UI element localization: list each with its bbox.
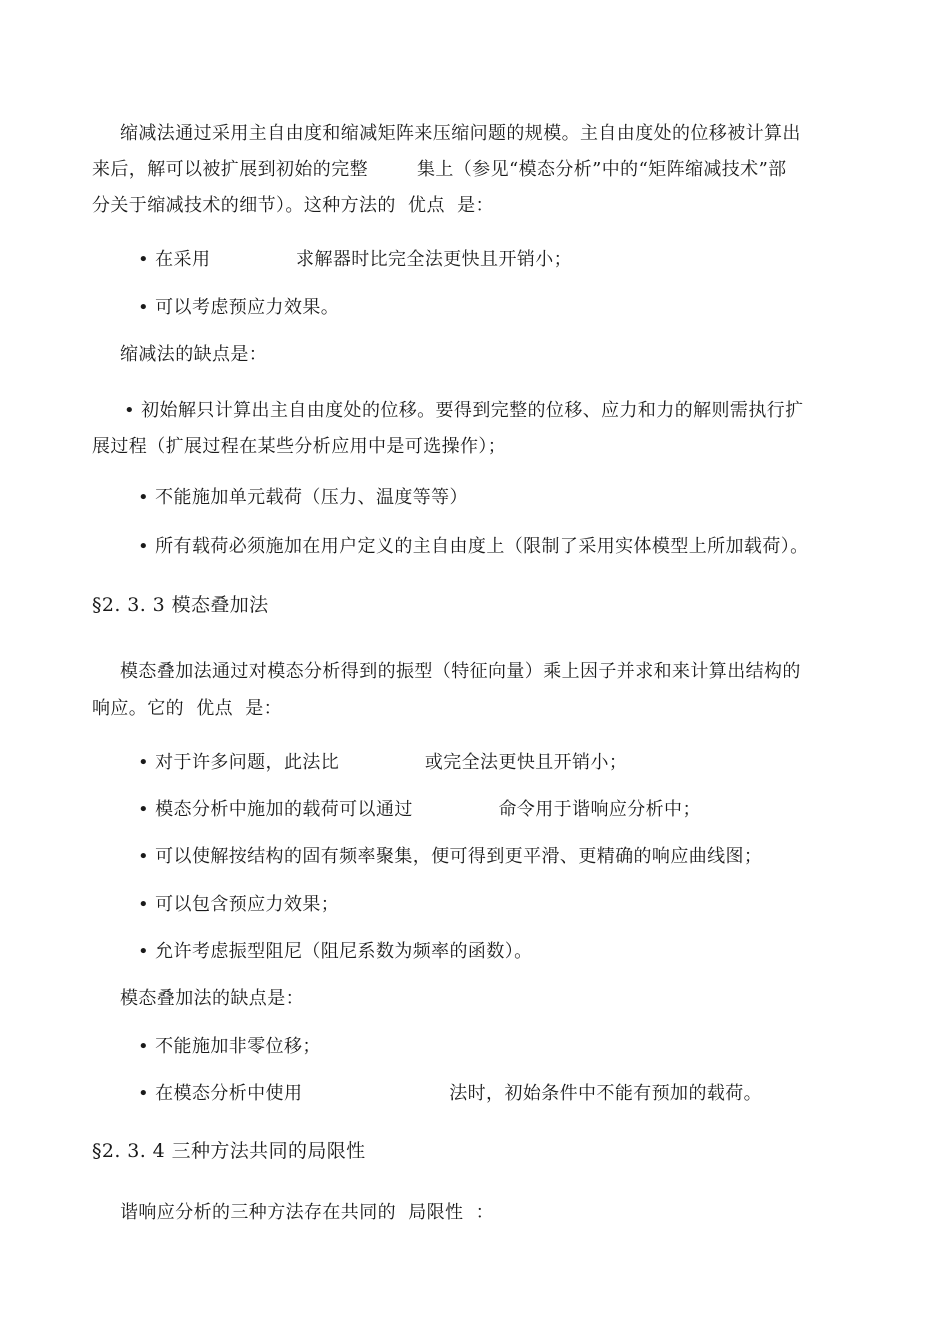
intro-line-3: 分关于缩减技术的细节）。这种方法的 优点 是：: [92, 195, 494, 216]
modal-con-item: • 不能施加非零位移；: [138, 1036, 321, 1057]
modal-pro-item: • 模态分析中施加的载荷可以通过 命令用于谐响应分析中；: [138, 799, 701, 820]
reduced-con-item-line-1: • 初始解只计算出主自由度处的位移。要得到完整的位移、应力和力的解则需执行扩: [124, 400, 804, 421]
modal-pro-item: • 可以使解按结构的固有频率聚集，便可得到更平滑、更精确的响应曲线图；: [138, 846, 763, 867]
modal-cons-title: 模态叠加法的缺点是：: [120, 988, 304, 1009]
modal-con-item: • 在模态分析中使用 法时，初始条件中不能有预加的载荷。: [138, 1083, 763, 1104]
section-heading-2-3-4: §2. 3. 4 三种方法共同的局限性: [92, 1140, 366, 1162]
reduced-con-item: • 所有载荷必须施加在用户定义的主自由度上（限制了采用实体模型上所加载荷）。: [138, 536, 809, 557]
modal-pro-item: • 可以包含预应力效果；: [138, 894, 340, 915]
reduced-pro-item: • 可以考虑预应力效果。: [138, 297, 340, 318]
common-limitations-intro: 谐响应分析的三种方法存在共同的 局限性 ：: [120, 1202, 495, 1223]
modal-pro-item: • 对于许多问题，此法比 或完全法更快且开销小；: [138, 752, 628, 773]
modal-intro-line-2: 响应。它的 优点 是：: [92, 698, 283, 719]
intro-line-2: 来后，解可以被扩展到初始的完整 集上（参见“模态分析”中的“矩阵缩减技术”部: [92, 159, 787, 180]
modal-intro-line-1: 模态叠加法通过对模态分析得到的振型（特征向量）乘上因子并求和来计算出结构的: [120, 661, 801, 682]
modal-pro-item: • 允许考虑振型阻尼（阻尼系数为频率的函数）。: [138, 941, 533, 962]
reduced-pro-item: • 在采用 求解器时比完全法更快且开销小；: [138, 249, 573, 270]
reduced-cons-title: 缩减法的缺点是：: [120, 344, 268, 365]
reduced-con-item: • 不能施加单元载荷（压力、温度等等）: [138, 487, 468, 508]
section-heading-2-3-3: §2. 3. 3 模态叠加法: [92, 594, 269, 616]
reduced-con-item-line-2: 展过程（扩展过程在某些分析应用中是可选操作）；: [92, 436, 507, 457]
intro-line-1: 缩减法通过采用主自由度和缩减矩阵来压缩问题的规模。主自由度处的位移被计算出: [120, 123, 801, 144]
